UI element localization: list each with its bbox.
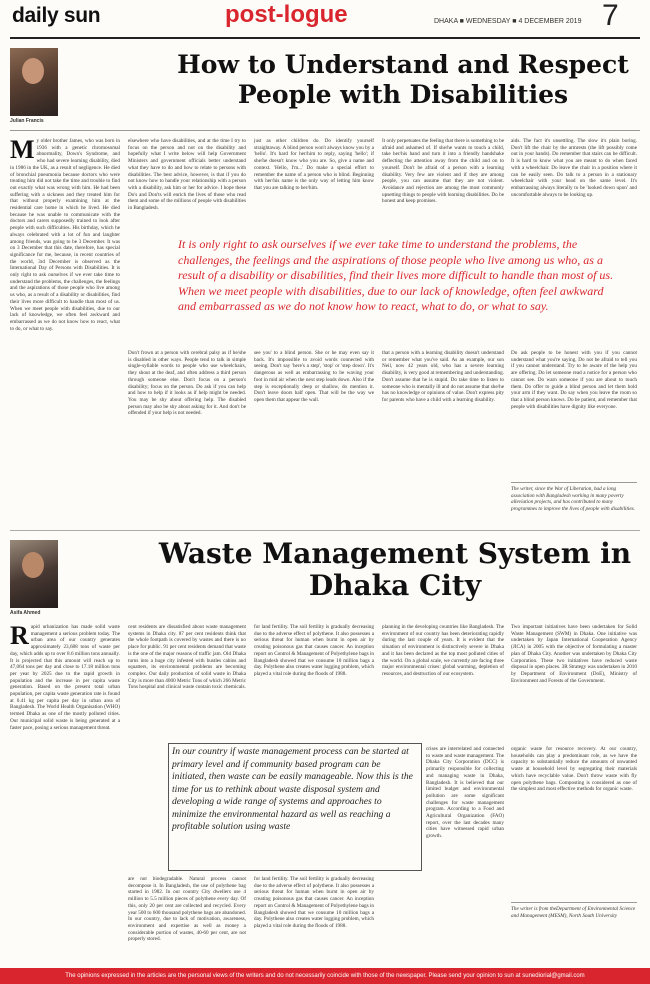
article-headline: How to Understand and Respect People with Disabilities [177, 50, 629, 109]
article-headline: Waste Management System in Dhaka City [158, 537, 632, 602]
article-body-column [10, 624, 120, 962]
author-photo-face [22, 552, 44, 578]
article-body-column: organic waste for resource recovery. At our country, households can play a predominant role, as we have the capacity to substantially reduce the amounts of unwanted waste at household level by segregating their materials which have recyclable value. Don't throw waste with fly open polythene bags. Composting is considered as one of the simplest and most effective methods for organic waste. [511, 746, 637, 793]
headline-divider [10, 130, 640, 131]
byline-divider [511, 482, 637, 483]
article-body-column: see you' to a blind person. She or he may even say it back. It's impossible to avoid words connected with seeing. Don't say 'here's a step', 'stop' or 'step down'. It's dangerous as well as embarrassing to be waving your foot in mid air when the next step leads down. Also if the step is exceptionally deep or shallow, do mention it. Don't leave doors half open. That will be the way we open them that appear the wall. [254, 350, 374, 403]
author-byline: The writer, since the War of Liberation, had a long association with Bangladesh working in many poverty alleviation projects, and has contributed to many programmes to improve the lives of people with disabilities. [511, 486, 635, 513]
article-body-column: for land fertility. The soil fertility is gradually decreasing due to the adverse effect of polythene. It also possesses a serious threat for human when burnt in open air by creating poisonous gas that causes cancer. An inception report on Control & Management of Polyethylene bags in Bangladesh showed that we consume 10 million bags a day. Polythene also creates water logging problem, which played a vital role during the floods of 1988. [254, 876, 374, 929]
section-divider [10, 530, 640, 531]
author-byline: The writer is from theDepartment of Environmental Science and Management (MESM), North South University [511, 906, 636, 919]
article-body-column: aids. The fact it's unsettling. The slow it's plain boring. Don't lift the chair by the armrests (the lift possibly come out in your hands). Do remember that stairs can be difficult. It is hard to know what you are meant to do when faced with a wheelchair. Do leave the chair in a position where it can be easily seen. Do talk to a person in a stationary wheelchair with your head on the same level. It's embarrassing always literally to be 'looked down upon' and uncomfortable always to be looking up. [511, 138, 637, 198]
article-body-column: just as other children do. Do identify yourself straightaway. A blind person won't always know you by a 'hello'. It's hard for her/him to reply, saying 'hello'; if she/he doesn't know who you are. So, give a name and context. 'Hello, I'm...' Do make a special effort to remember the name of a person who is blind. Beginning with her/his name is the only way of letting him know that you are talking to her/him. [254, 138, 374, 191]
pull-quote: It is only right to ask ourselves if we ever take time to understand the problems, the challenges, the feelings and the aspirations of those people who live among us who, as a result of a disability or disabilities, find their lives more difficult to handle than most of us. When we meet people with disabilities, due to our lack of knowledge, often feel awkward and embarrassed as we do not know how to react, what to do, or what to say. [178, 237, 614, 313]
column-text: y older brother James, who was born in 1936 with a genetic chromosomal abnormality, Down's Syndrome, and who had severe learning disability, died in 1986 in the UK, as a result of negligence. He died of bronchial pneumonia because doctors who were treating him did not take the time and trouble to find out exactly what was wrong with him. He had been suffering with a sickness and they treated him for that without properly examining him at the residential care home in which he lived. He died because he was unable to communicate with the doctors and carers supposedly trained to look after people with such difficulties. His birthday, which he always celebrated with a lot of fun and laughter among friends, was going to be 3 December. It was on 3 December that this date, therefore, has special significance for me, because, in recent countries of the world, 3rd December is observed as the International Day of Persons with Disabilities. It is only right to ask ourselves if we ever take time to understand the problems, the challenges, the feelings and the aspirations of those people who live among us who, as a result of a disability or disabilities, find their lives more difficult to handle than most of us. When we meet people with disabilities, due to our lack of knowledge, we often feel awkward and embarrassed as we do not know how to react, what to do, or what to say. [10, 138, 120, 332]
masthead-section-title: post-logue [225, 1, 348, 28]
author-name: Julian Francis [10, 118, 44, 124]
footer-disclaimer: The opinions expressed in the articles are the personal views of the writers and do not necessarily coincide with those of the newspaper. Please send your opinion to sun at sunediorial@gmail.com [0, 968, 650, 984]
article-body-column: for land fertility. The soil fertility is gradually decreasing due to the adverse effect of polythene. It also possesses a serious threat for human when burnt in open air by creating poisonous gas that causes cancer. An inception report on Control & Management of Polyethylene bags in Bangladesh showed that we consume 10 million bags a day. Polythene also creates water logging problem, which played a vital role during the floods of 1988. [254, 624, 374, 677]
author-photo-face [22, 58, 44, 84]
article-body-column: Don't frown at a person with cerebral palsy as if he/she is disabled in other ways. People tend to talk in simple single-syllable words to people who use wheelchairs, they shout at the deaf, and often address a third person through someone else. Don't focus on a person's disability; focus on the person. Do ask if you can help and how to help if it looks as if help might be needed. You may be shy about offering help. The disabled person may also be shy about asking for it. And don't be offended if your help is not needed. [128, 350, 246, 417]
column-text: apid urbanization has made solid waste management a serious problem today. The urban area of our country generates approximately 23,688 tons of waste per day, which adds up to over 8.6 million tons annually. It is projected that this amount will reach up to 47,064 tons per day and close to 17.18 million tons per year by 2025 due to the rapid growth in population and the increase in per capita waste generation. Based on the present total urban population, per capita waste generation rate is found at 0.41 kg per capita per day in urban area of Bangladesh. The World Health Organisation (WHO) termed Dhaka as one of the mostly polluted cities. Our municipal solid waste is being generated at a faster pace, posing a serious management threat. [10, 624, 120, 731]
article-body-column: crises are interrelated and connected to waste and waste management. The Dhaka City Corporation (DCC) is primarily responsible for collecting and managing waste in Dhaka, Bangladesh. It is believed that our limited budget and environmental pollution are some significant challenges for waste management program. According to a Food and Agricultural Organization (FAO) report, over the last decades many cities have witnessed rapid urban growth. [426, 746, 504, 840]
author-name: Asifa Ahmed [10, 610, 41, 616]
masthead-date-line: DHAKA ■ WEDNESDAY ■ 4 DECEMBER 2019 [434, 18, 582, 25]
article-body-column: that a person with a learning disability doesn't understand or remember what you've said. As an example, our son Neil, now 42 years old, who has a severe learning disability, is very good at remembering and understanding. Don't assume that he is stupid. Do take time to listen to someone who is mentally ill and do not assume that she/he has no knowledge or opinions of value. Don't express pity for parents who have a child with a learning disability. [382, 350, 504, 403]
masthead-paper-name: daily sun [12, 4, 101, 27]
drop-cap: R [10, 624, 29, 650]
article-body-column: It only perpetuates the feeling that there is something to be afraid and ashamed of. If she/he wants to touch a child, take her/his hand and turn it into a friendly handshake deflecting the attention away from the child and on to yourself. Don't be afraid of a person with a learning disability. Very few are violent and if they are among people, you can assume that they are not violent. Avoidance and rejection are among the most commonly upsetting things to people with learning disabilities. Do be honest and keep promises. [382, 138, 504, 205]
masthead-divider [10, 37, 640, 39]
byline-divider [511, 902, 637, 903]
article-body-column: are not biodegradable. Natural process cannot decompose it. In Bangladesh, the use of polythene bag started in 1982. In our country City dwellers use 4 million to 5.5 million pieces of polythene every day. Of this, only 20 per cent are collected and recycled. Every year 500 to 600 thousand polythene bags are abandoned. In our country, due to lack of motivation, awareness, environment and expertise as well as money a considerable portion of wastes, 40-60 per cent, are not properly stored. [128, 876, 246, 943]
article-body-column: planning in the developing countries like Bangladesh. The environment of our country has been deteriorating rapidly during the last couple of years. It is evident that the situation of environment is distinctively severe in Dhaka and it has been declared as the top most polluted cities of the world. On a global scale, we currently are facing three major environmental crises: global warming, depletion of resources, and destruction of our ecosystem. [382, 624, 504, 677]
article-body-column: Two important initiatives have been undertaken for Solid Waste Management (SWM) in Dhaka. One initiative was undertaken by Japan International Cooperation Agency (JICA) in 2005 with the objective of formulating a master plan of Dhaka City. Another was undertaken by Dhaka City Corporation. These two initiatives have reduced waste disposal in open places. 3R Strategy was undertaken in 2010 by Department of Environment (DoE), Ministry of Environment and Forests of the Government. [511, 624, 637, 684]
article-body-column: cent residents are dissatisfied about waste management systems in Dhaka city. 87 per cent residents think that the whole footpath is covered by wastes and there is no place for public. 91 per cent residents demand that waste is the one of the major reasons of traffic jam. Old Dhaka turns into a huge city infested with bustles cabins and squatters, its environmental problems are becoming complex. Our daily production of solid waste in Dhaka City is more than 4000 Metric Tons of which 266 Metric Tons hospital and clinical waste contain toxic chemicals. [128, 624, 246, 691]
pull-quote: In our country if waste management process can be started at primary level and if community based program can be initiated, then waste can be easily manageable. Now this is the time for us to rethink about waste disposal system and developing a wide range of systems and approaches to minimize the environmental hazard as well as reaching a profitable solution using waste [172, 746, 413, 832]
article-body-column: Do ask people to be honest with you if you cannot understand what you're saying. Do not be afraid to tell you if you cannot understand. Try to be aware of the help you are offering. Do let someone read a notice for a person who cannot see. Do warn someone if you are about to touch them. Do offer to guide a blind person and let them hold your arm if they want. Do say when you leave the room so that a blind person knows. Do be patient, and remember that people with disabilities have dignity like everyone. [511, 350, 637, 410]
article-body-column [10, 138, 120, 528]
article-body-column: elsewhere who have disabilities, and at the time I try to focus on the person and not on the disability and hopefully what I write below will help Government Ministers and government officials better understand what they have to do and how to relate to persons with disabilities. The best advice, however, is that if you do not know how to handle your relationship with a person with a disability, ask him or her for advice. I hope these Do's and Don'ts will enrich the lives of those who read them and some of the millions of people with disabilities in Bangladesh. [128, 138, 246, 212]
drop-cap: M [10, 138, 35, 164]
page-number: 7 [602, 0, 619, 32]
